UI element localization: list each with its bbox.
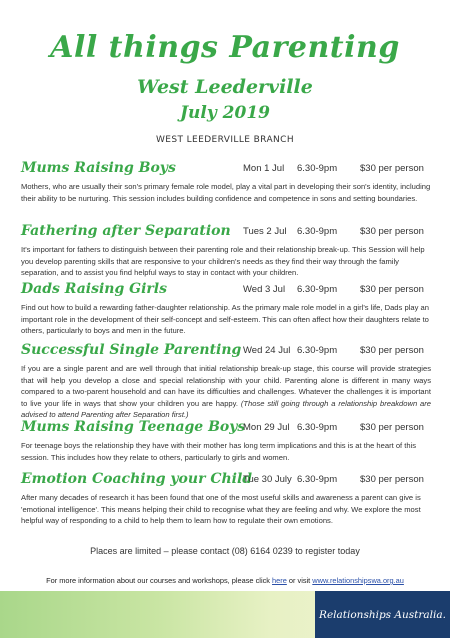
session-price: $30 per person — [360, 474, 424, 485]
session-day: Wed 3 Jul — [243, 284, 286, 295]
session-note: (Those still going through a relationship breakdown are advised to attend Parenting after Separation first.) — [21, 398, 432, 420]
page-title: All things Parenting — [50, 30, 400, 65]
more-info-line — [0, 576, 450, 585]
session-price: $30 per person — [360, 422, 424, 433]
session-title: Dads Raising Girls — [21, 281, 167, 297]
session-day: Tues 2 Jul — [243, 226, 287, 237]
session-mums-raising-boys — [21, 160, 431, 204]
session-description-text: If you are a single parent and are well through that initial relationship break-up stage, this course will provide strategies that will help you develop a close and special relationship with your child. Parenting alone is different in many ways compared to a two-parent household and can have its difficulties and challenges. Whatever the challenges it is important to live your life in ways that show your children you are happy. — [21, 364, 431, 408]
session-price: $30 per person — [360, 345, 424, 356]
session-price: $30 per person — [360, 284, 424, 295]
session-dads-raising-girls — [21, 281, 431, 337]
session-day: Mon 1 Jul — [243, 163, 285, 174]
session-successful-single-parenting — [21, 342, 431, 421]
session-day: Tue 30 July — [243, 474, 292, 485]
session-title: Emotion Coaching your Child — [21, 471, 253, 487]
session-description: Mothers, who are usually their son's primary female role model, play a vital part in developing their son's identity, including their ability to be nurturing. This session includes building confidence and competence in sons and setting boundaries. — [21, 182, 431, 203]
session-day: Mon 29 Jul — [243, 422, 290, 433]
session-description — [21, 363, 431, 421]
here-link[interactable]: here — [272, 576, 287, 585]
session-time: 6.30-9pm — [297, 226, 338, 237]
session-price: $30 per person — [360, 226, 424, 237]
session-price: $30 per person — [360, 163, 424, 174]
session-description: It's important for fathers to distinguish between their parenting role and their relationship break-up. This Session will help you develop parenting skills that are responsive to your children's needs as they find their way through the family separation, and to assist you find helpful ways to stay in contact with your children. — [21, 245, 425, 278]
session-title: Successful Single Parenting — [21, 342, 242, 358]
session-emotion-coaching — [21, 471, 431, 527]
session-fathering-after-separation — [21, 223, 431, 279]
registration-notice: Places are limited – please contact (08) 6164 0239 to register today — [90, 546, 360, 556]
more-info-prefix: For more information about our courses and workshops, please click — [46, 576, 273, 585]
session-title: Mums Raising Boys — [21, 160, 176, 176]
session-description: After many decades of research it has been found that one of the most useful skills and awareness a parent can give is 'emotional intelligence'. This means helping their child to recognise what they are feeling and why. We explore the most helpful way of responding to a child to help them to learn how to regulate their own emotions. — [21, 493, 421, 526]
branch-label: WEST LEEDERVILLE BRANCH — [155, 135, 294, 145]
logo-text: Relationships Australia. — [319, 608, 446, 621]
session-day: Wed 24 Jul — [243, 345, 291, 356]
relationships-australia-logo — [315, 591, 450, 638]
session-time: 6.30-9pm — [297, 474, 338, 485]
session-mums-raising-teenage-boys — [21, 419, 431, 463]
session-time: 6.30-9pm — [297, 284, 338, 295]
website-link[interactable]: www.relationshipswa.org.au — [312, 576, 404, 585]
session-time: 6.30-9pm — [297, 345, 338, 356]
more-info-middle: or visit — [286, 576, 313, 585]
location-heading: West Leederville — [137, 76, 313, 98]
session-title: Mums Raising Teenage Boys — [21, 419, 246, 435]
session-description: For teenage boys the relationship they have with their mother has long term implications and this is at the heart of this session. This includes how they relate to others, particularly to girls and women. — [21, 441, 417, 462]
session-description: Find out how to build a rewarding father-daughter relationship. As the primary male role model in a girl's life, Dads play an important role in the development of their self-concept and self-esteem. This can often affect how their daughters relate to others, particularly to boys and men in the future. — [21, 303, 429, 336]
month-heading: July 2019 — [180, 103, 270, 123]
session-time: 6.30-9pm — [297, 422, 338, 433]
session-title: Fathering after Separation — [21, 223, 231, 239]
session-time: 6.30-9pm — [297, 163, 338, 174]
